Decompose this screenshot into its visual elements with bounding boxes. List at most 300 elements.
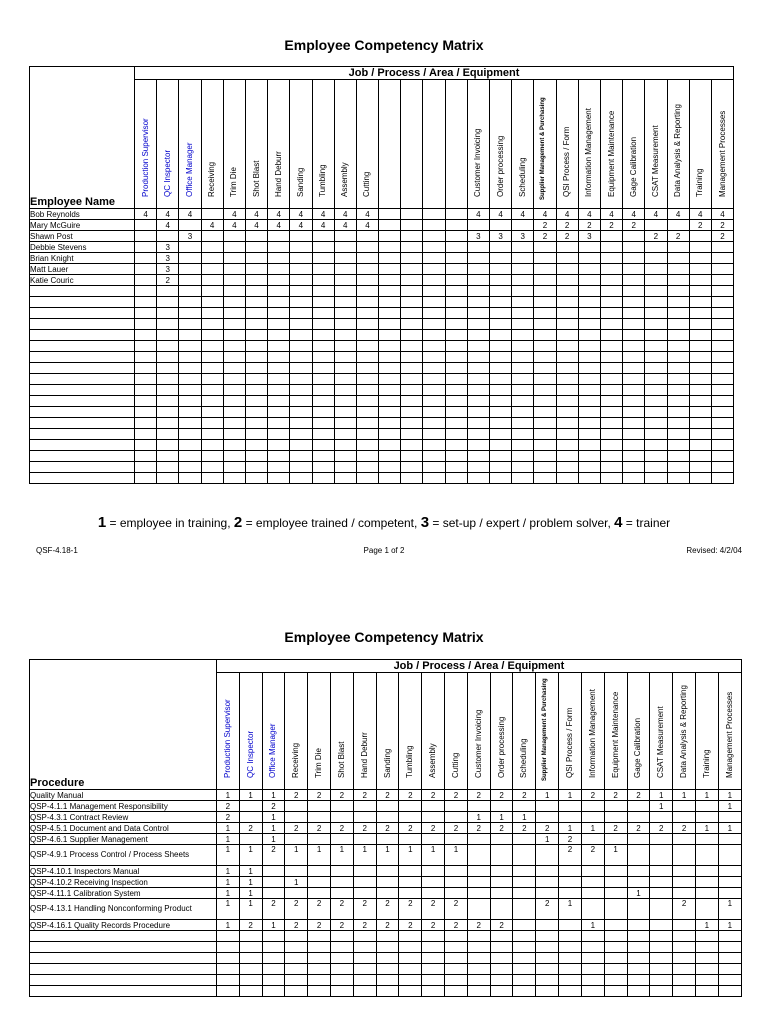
rating-cell: 1 (262, 834, 285, 845)
rating-cell (718, 812, 741, 823)
rating-cell: 2 (422, 790, 445, 801)
blank-cell (30, 341, 135, 352)
blank-cell (285, 931, 308, 942)
blank-cell (422, 964, 445, 975)
blank-cell (312, 407, 334, 418)
rating-cell (667, 242, 689, 253)
column-header-qsi-process-form (559, 673, 582, 790)
rating-cell: 3 (157, 242, 179, 253)
blank-cell (445, 363, 467, 374)
rating-cell (467, 220, 489, 231)
column-header-tumbling (312, 80, 334, 209)
blank-cell (556, 462, 578, 473)
blank-cell (689, 473, 711, 484)
rating-cell (627, 877, 650, 888)
rating-cell (379, 264, 401, 275)
blank-cell (689, 341, 711, 352)
rating-cell: 1 (239, 877, 262, 888)
rating-cell: 2 (399, 899, 422, 920)
column-header-trim-die (223, 80, 245, 209)
blank-cell (268, 429, 290, 440)
blank-cell (330, 931, 353, 942)
row-label: QSP-4.6.1 Supplier Management (30, 834, 217, 845)
blank-cell (556, 341, 578, 352)
row-label: Brian Knight (30, 253, 135, 264)
rating-cell (445, 264, 467, 275)
blank-cell (445, 986, 468, 997)
blank-cell (223, 385, 245, 396)
blank-cell (30, 319, 135, 330)
blank-cell (711, 407, 733, 418)
row-label: QSP-4.9.1 Process Control / Process Sheets (30, 845, 217, 866)
job-process-header: Job / Process / Area / Equipment (135, 67, 734, 80)
rating-cell (467, 801, 490, 812)
blank-cell (627, 986, 650, 997)
blank-cell (445, 319, 467, 330)
blank-cell (513, 942, 536, 953)
blank-cell (179, 363, 201, 374)
row-label: QSP-4.13.1 Handling Nonconforming Product (30, 899, 217, 920)
rating-cell: 1 (376, 845, 399, 866)
blank-cell (179, 418, 201, 429)
blank-cell (645, 308, 667, 319)
rating-cell: 2 (711, 220, 733, 231)
blank-cell (600, 330, 622, 341)
blank-cell (376, 953, 399, 964)
blank-cell (711, 418, 733, 429)
rating-cell (536, 866, 559, 877)
rating-cell (600, 242, 622, 253)
blank-cell (512, 308, 534, 319)
rating-cell: 1 (239, 866, 262, 877)
blank-cell (216, 931, 239, 942)
blank-cell (467, 473, 489, 484)
blank-cell (245, 341, 267, 352)
column-header-assembly (334, 80, 356, 209)
blank-cell (423, 418, 445, 429)
blank-cell (695, 964, 718, 975)
rating-cell (285, 866, 308, 877)
revised-date: Revised: 4/2/04 (686, 546, 742, 555)
rating-cell (422, 888, 445, 899)
blank-cell (223, 319, 245, 330)
column-header-label: Production Supervisor (140, 118, 150, 197)
rating-cell: 2 (308, 823, 331, 834)
rating-cell (422, 834, 445, 845)
rating-cell (467, 264, 489, 275)
blank-cell (445, 385, 467, 396)
blank-row (30, 330, 734, 341)
blank-cell (312, 374, 334, 385)
blank-cell (445, 308, 467, 319)
blank-cell (334, 473, 356, 484)
rating-cell (467, 866, 490, 877)
blank-cell (512, 374, 534, 385)
blank-cell (718, 964, 741, 975)
rating-cell (627, 834, 650, 845)
column-header-equipment-maintenance (600, 80, 622, 209)
blank-cell (600, 440, 622, 451)
column-header-label: Cutting (450, 752, 460, 778)
rating-cell (445, 253, 467, 264)
rating-cell (534, 275, 556, 286)
blank-cell (467, 964, 490, 975)
blank-cell (30, 407, 135, 418)
column-header-label: Assembly (428, 743, 438, 778)
rating-cell (423, 220, 445, 231)
blank-cell (556, 407, 578, 418)
blank-cell (353, 953, 376, 964)
blank-cell (445, 931, 468, 942)
blank-cell (467, 363, 489, 374)
blank-cell (536, 942, 559, 953)
blank-cell (179, 308, 201, 319)
rating-cell (536, 845, 559, 866)
blank-cell (334, 440, 356, 451)
rating-cell (711, 264, 733, 275)
blank-cell (290, 451, 312, 462)
blank-cell (334, 330, 356, 341)
legend-3-number: 3 (420, 514, 430, 531)
blank-cell (268, 330, 290, 341)
blank-cell (711, 297, 733, 308)
rating-cell: 2 (399, 920, 422, 931)
blank-cell (513, 931, 536, 942)
rating-cell (536, 920, 559, 931)
rating-cell: 2 (556, 231, 578, 242)
rating-cell (179, 264, 201, 275)
blank-cell (578, 440, 600, 451)
rating-cell (718, 834, 741, 845)
column-header-hand-deburr (353, 673, 376, 790)
rating-cell (353, 834, 376, 845)
blank-cell (356, 407, 378, 418)
rating-cell (239, 801, 262, 812)
table-row (30, 253, 734, 264)
blank-cell (30, 352, 135, 363)
rating-cell: 4 (711, 209, 733, 220)
rating-cell (673, 920, 696, 931)
rating-cell: 2 (650, 823, 673, 834)
blank-cell (623, 429, 645, 440)
blank-cell (356, 352, 378, 363)
rating-cell (695, 866, 718, 877)
blank-row (30, 363, 734, 374)
rating-cell: 1 (239, 888, 262, 899)
blank-cell (353, 986, 376, 997)
column-header-data-analysis-reporting (673, 673, 696, 790)
rating-cell (623, 231, 645, 242)
blank-cell (445, 462, 467, 473)
blank-cell (645, 429, 667, 440)
blank-cell (179, 473, 201, 484)
blank-cell (179, 385, 201, 396)
column-header-data-analysis-reporting (667, 80, 689, 209)
rating-cell (650, 866, 673, 877)
blank-cell (290, 429, 312, 440)
blank-cell (290, 297, 312, 308)
blank-cell (513, 964, 536, 975)
blank-cell (534, 385, 556, 396)
blank-cell (334, 407, 356, 418)
blank-cell (201, 440, 223, 451)
blank-cell (711, 286, 733, 297)
blank-cell (401, 352, 423, 363)
rating-cell (290, 231, 312, 242)
blank-cell (556, 385, 578, 396)
rating-cell: 2 (353, 920, 376, 931)
column-header-qc-inspector (239, 673, 262, 790)
rating-cell (376, 834, 399, 845)
rating-cell (513, 845, 536, 866)
blank-cell (650, 964, 673, 975)
blank-cell (135, 341, 157, 352)
blank-cell (711, 319, 733, 330)
blank-cell (513, 986, 536, 997)
blank-cell (216, 964, 239, 975)
blank-cell (312, 451, 334, 462)
rating-cell (673, 888, 696, 899)
blank-cell (245, 407, 267, 418)
blank-cell (312, 462, 334, 473)
blank-cell (556, 396, 578, 407)
rating-cell (268, 242, 290, 253)
rating-cell (376, 801, 399, 812)
blank-cell (600, 385, 622, 396)
matrix2-title: Employee Competency Matrix (284, 629, 484, 645)
rating-cell (268, 275, 290, 286)
blank-cell (445, 953, 468, 964)
blank-cell (578, 451, 600, 462)
blank-cell (650, 975, 673, 986)
blank-cell (559, 942, 582, 953)
blank-cell (600, 297, 622, 308)
legend-2-text: = employee trained / competent, (242, 516, 421, 530)
blank-cell (689, 451, 711, 462)
column-header-equipment-maintenance (604, 673, 627, 790)
blank-cell (645, 407, 667, 418)
blank-cell (423, 363, 445, 374)
rating-cell (556, 242, 578, 253)
blank-cell (667, 440, 689, 451)
blank-cell (689, 352, 711, 363)
column-header-label: Scheduling (519, 738, 529, 778)
rating-cell: 4 (290, 220, 312, 231)
rating-cell: 2 (399, 790, 422, 801)
column-header-label: Shot Blast (251, 160, 261, 197)
rating-cell: 1 (308, 845, 331, 866)
blank-cell (179, 451, 201, 462)
blank-cell (376, 942, 399, 953)
column-header-label: Order processing (495, 135, 505, 197)
blank-cell (445, 429, 467, 440)
rating-cell: 2 (467, 920, 490, 931)
blank-row (30, 418, 734, 429)
legend-3-text: = set-up / expert / problem solver, (429, 516, 615, 530)
rating-cell: 2 (490, 823, 513, 834)
blank-cell (711, 374, 733, 385)
rating-cell (179, 242, 201, 253)
blank-cell (445, 374, 467, 385)
rating-cell: 1 (216, 790, 239, 801)
blank-row (30, 473, 734, 484)
rating-cell (467, 275, 489, 286)
matrix1-title: Employee Competency Matrix (284, 37, 484, 53)
blank-cell (534, 429, 556, 440)
blank-cell (268, 286, 290, 297)
column-header-label: Production Supervisor (222, 699, 232, 778)
blank-cell (600, 319, 622, 330)
blank-cell (695, 953, 718, 964)
column-header-production-supervisor (135, 80, 157, 209)
rating-cell (399, 888, 422, 899)
rating-cell: 2 (422, 823, 445, 834)
blank-cell (223, 440, 245, 451)
blank-cell (667, 429, 689, 440)
rating-cell: 1 (216, 888, 239, 899)
rating-cell (490, 242, 512, 253)
blank-cell (201, 352, 223, 363)
blank-cell (290, 308, 312, 319)
blank-cell (135, 330, 157, 341)
blank-cell (467, 462, 489, 473)
blank-cell (245, 286, 267, 297)
column-header-supplier-management-purchasing (536, 673, 559, 790)
blank-row (30, 440, 734, 451)
blank-cell (401, 341, 423, 352)
column-header-label: QC Inspector (245, 730, 255, 778)
blank-cell (285, 975, 308, 986)
rating-cell (308, 866, 331, 877)
blank-cell (201, 451, 223, 462)
blank-cell (379, 462, 401, 473)
blank-cell (401, 319, 423, 330)
rating-cell (689, 242, 711, 253)
rating-cell (201, 231, 223, 242)
blank-cell (556, 418, 578, 429)
rating-cell (536, 888, 559, 899)
blank-cell (467, 942, 490, 953)
blank-cell (268, 319, 290, 330)
rating-cell: 4 (201, 220, 223, 231)
rating-cell: 4 (689, 209, 711, 220)
blank-cell (578, 286, 600, 297)
rating-cell (673, 877, 696, 888)
rating-cell: 3 (578, 231, 600, 242)
blank-cell (711, 352, 733, 363)
blank-cell (379, 308, 401, 319)
blank-cell (157, 297, 179, 308)
rating-cell (334, 264, 356, 275)
blank-cell (556, 473, 578, 484)
rating-cell (513, 801, 536, 812)
rating-cell (445, 812, 468, 823)
blank-cell (245, 418, 267, 429)
rating-cell: 2 (285, 920, 308, 931)
blank-row (30, 297, 734, 308)
blank-cell (135, 319, 157, 330)
blank-cell (262, 953, 285, 964)
rating-cell (650, 877, 673, 888)
rating-cell (223, 242, 245, 253)
rating-cell: 3 (467, 231, 489, 242)
table-row (30, 275, 734, 286)
column-header-training (695, 673, 718, 790)
rating-cell (445, 231, 467, 242)
blank-row (30, 341, 734, 352)
rating-cell: 2 (285, 790, 308, 801)
rating-cell: 4 (645, 209, 667, 220)
blank-cell (534, 440, 556, 451)
blank-cell (422, 975, 445, 986)
blank-cell (711, 341, 733, 352)
rating-cell (559, 888, 582, 899)
rating-cell: 4 (334, 209, 356, 220)
table-row (30, 790, 742, 801)
blank-cell (290, 363, 312, 374)
rating-cell (379, 231, 401, 242)
blank-cell (467, 975, 490, 986)
blank-cell (30, 473, 135, 484)
blank-cell (262, 931, 285, 942)
procedure-header: Procedure (30, 660, 217, 790)
blank-cell (623, 462, 645, 473)
rating-cell (512, 275, 534, 286)
rating-cell (356, 242, 378, 253)
rating-cell (513, 899, 536, 920)
rating-cell: 2 (445, 920, 468, 931)
blank-cell (30, 286, 135, 297)
rating-cell (330, 877, 353, 888)
table-row (30, 834, 742, 845)
blank-cell (695, 975, 718, 986)
blank-cell (422, 986, 445, 997)
blank-cell (556, 308, 578, 319)
rating-cell (534, 242, 556, 253)
blank-cell (556, 429, 578, 440)
legend-2-number: 2 (233, 514, 243, 531)
legend-1-text: = employee in training, (106, 516, 234, 530)
rating-cell: 1 (262, 823, 285, 834)
rating-cell: 3 (490, 231, 512, 242)
rating-cell: 2 (422, 899, 445, 920)
legend-1-number: 1 (97, 514, 107, 531)
rating-cell: 1 (285, 877, 308, 888)
blank-cell (379, 429, 401, 440)
legend-4-text: = trainer (622, 516, 671, 530)
blank-cell (135, 297, 157, 308)
rating-cell: 2 (262, 899, 285, 920)
blank-cell (490, 363, 512, 374)
blank-cell (379, 352, 401, 363)
blank-cell (645, 385, 667, 396)
blank-cell (201, 374, 223, 385)
blank-cell (179, 286, 201, 297)
blank-cell (600, 341, 622, 352)
blank-cell (356, 297, 378, 308)
blank-cell (667, 385, 689, 396)
blank-cell (467, 931, 490, 942)
blank-cell (445, 942, 468, 953)
blank-cell (379, 319, 401, 330)
column-header-cutting (445, 673, 468, 790)
blank-cell (308, 964, 331, 975)
rating-cell (667, 264, 689, 275)
rating-cell (627, 801, 650, 812)
column-header-label: CSAT Measurement (656, 706, 666, 778)
column-header-label: Sanding (295, 167, 305, 197)
column-header-information-management (578, 80, 600, 209)
